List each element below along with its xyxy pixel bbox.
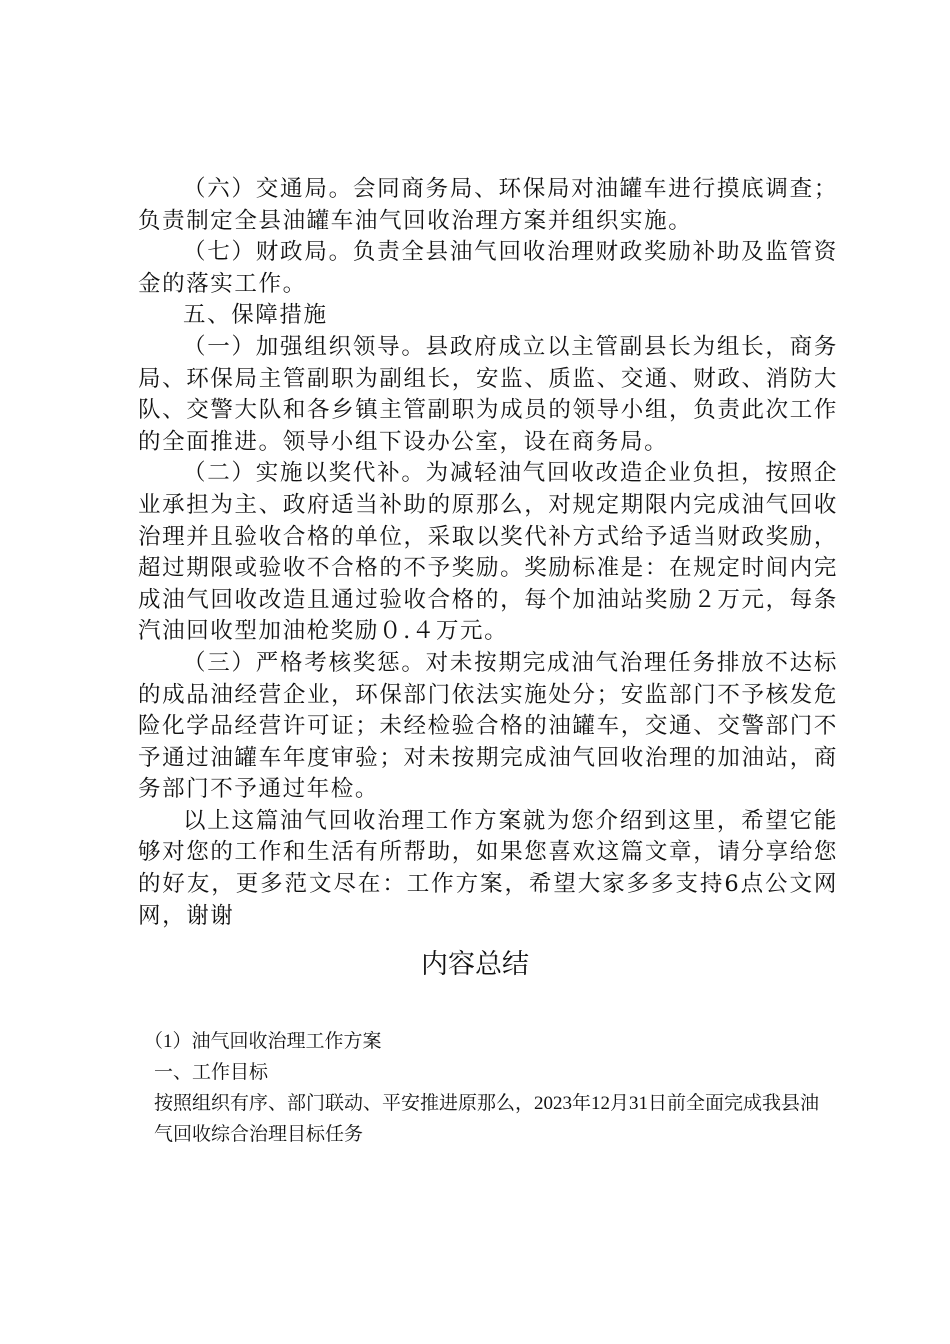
summary-section	[138, 1026, 828, 1150]
paragraph-transport-bureau: （六）交通局。会同商务局、环保局对油罐车进行摸底调查；负责制定全县油罐车油气回收治理方案并组织实施。	[138, 176, 838, 234]
body-text	[138, 174, 838, 932]
section-heading-safeguards: 五、保障措施	[183, 302, 328, 329]
summary-item-title: （1）油气回收治理工作方案	[144, 1031, 382, 1052]
paragraph-finance-bureau: （七）财政局。负责全县油气回收治理财政奖励补助及监管资金的落实工作。	[138, 239, 838, 297]
summary-item-goal-text: 按照组织有序、部门联动、平安推进原那么，2023年12月31日前全面完成我县油气回收综合治理目标任务	[154, 1093, 820, 1145]
paragraph-assessment-penalty: （三）严格考核奖惩。对未按期完成油气治理任务排放不达标的成品油经营企业，环保部门依法实施处分；安监部门不予核发危险化学品经营许可证；未经检验合格的油罐车，交通、交警部门不予通过油罐车年度审验；对未按期完成油气回收治理的加油站，商务部门不予通过年检。	[138, 649, 838, 803]
summary-item-goal-heading: 一、工作目标	[154, 1062, 269, 1083]
paragraph-organization-leadership: （一）加强组织领导。县政府成立以主管副县长为组长，商务局、环保局主管副职为副组长，安监、质监、交通、财政、消防大队、交警大队和各乡镇主管副职为成员的领导小组，负责此次工作的全面推进。领导小组下设办公室，设在商务局。	[138, 333, 838, 455]
paragraph-reward-subsidy: （二）实施以奖代补。为减轻油气回收改造企业负担，按照企业承担为主、政府适当补助的原那么，对规定期限内完成油气回收治理并且验收合格的单位，采取以奖代补方式给予适当财政奖励，超过期限或验收不合格的不予奖励。奖励标准是：在规定时间内完成油气回收改造且通过验收合格的，每个加油站奖励２万元，每条汽油回收型加油枪奖励０.４万元。	[138, 460, 838, 645]
summary-title: 内容总结	[421, 949, 529, 979]
paragraph-closing: 以上这篇油气回收治理工作方案就为您介绍到这里，希望它能够对您的工作和生活有所帮助，如果您喜欢这篇文章，请分享给您的好友，更多范文尽在：工作方案，希望大家多多支持6点公文网网，谢谢	[138, 807, 838, 929]
